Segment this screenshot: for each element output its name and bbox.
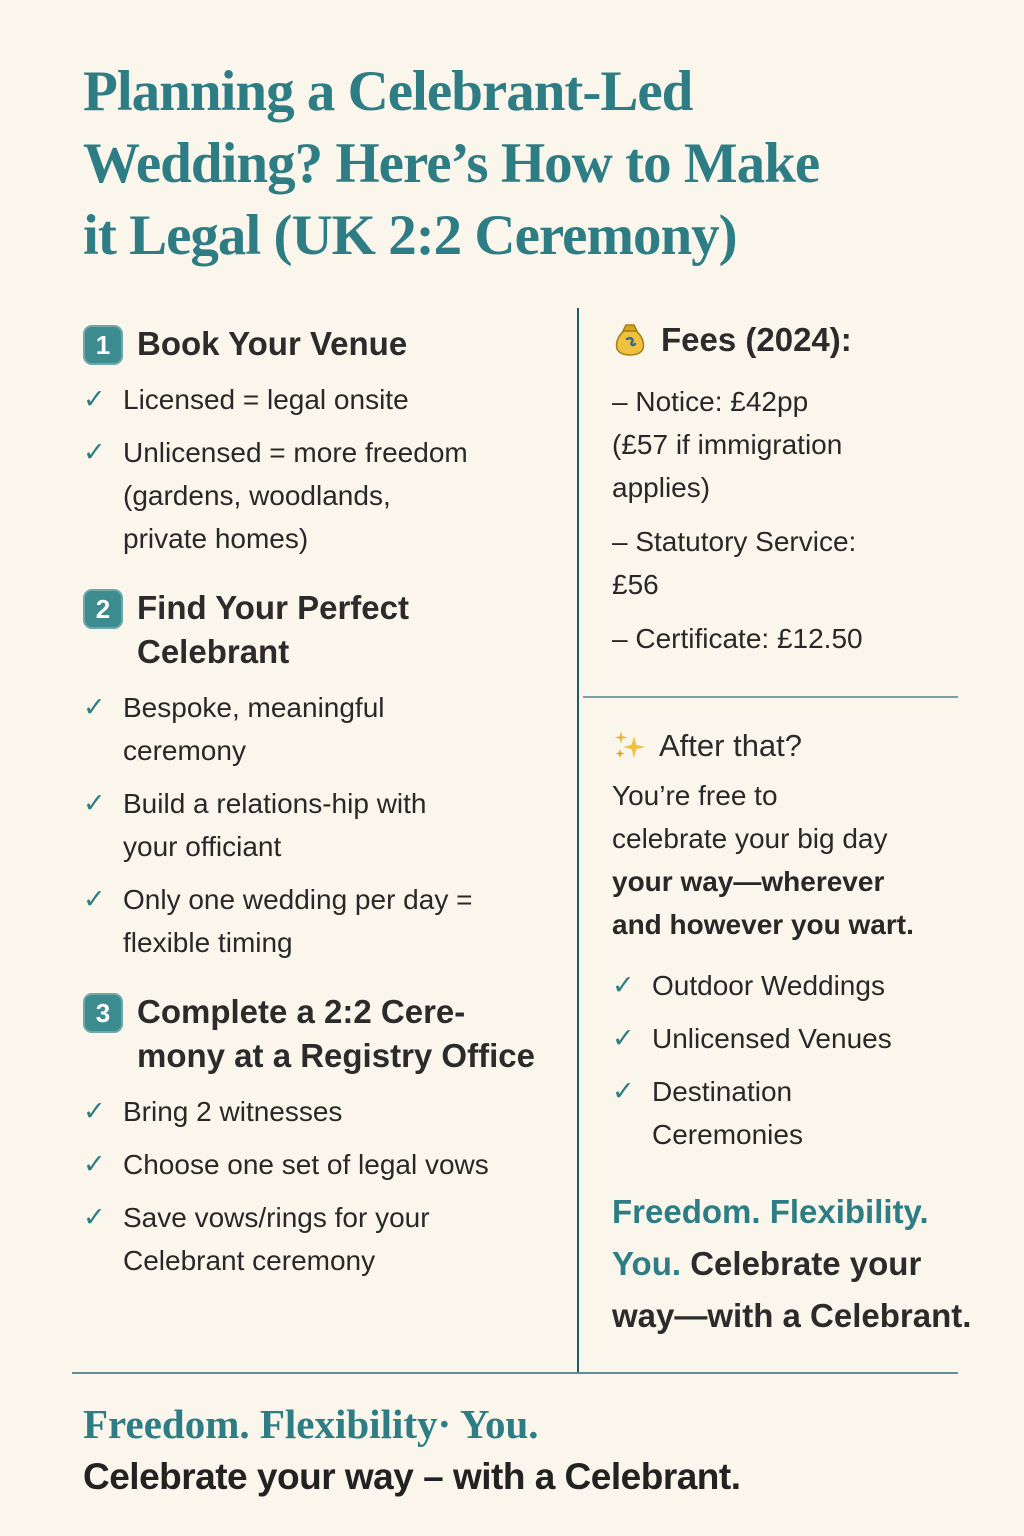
fee-item-line: – Certificate: £12.50 (612, 623, 863, 654)
page-title-line: it Legal (UK 2:2 Ceremony) (83, 204, 737, 267)
list-item-line: Bespoke, meaningful (123, 692, 385, 723)
check-icon: ✓ (83, 1096, 106, 1126)
list-item-text (123, 1143, 489, 1186)
section-heading (83, 586, 567, 674)
section-title (137, 586, 409, 674)
section-registry-ceremony (83, 990, 567, 1282)
list-item-line: Build a relations-hip with (123, 788, 427, 819)
list-item-text (652, 1017, 892, 1060)
section-title (137, 322, 407, 366)
list-item-text (123, 686, 385, 772)
fee-item-line: (£57 if immigration (612, 429, 843, 460)
check-icon: ✓ (83, 384, 106, 414)
paragraph-line-bold: and however you wart. (612, 909, 914, 940)
list-item (612, 1017, 984, 1060)
tagline-line (612, 1290, 984, 1342)
list-item-text (123, 378, 409, 421)
section-find-celebrant (83, 586, 567, 964)
list-item-line: Bring 2 witnesses (123, 1096, 343, 1127)
list-item-line: Unlicensed Venues (652, 1023, 892, 1054)
vertical-divider (577, 308, 579, 1372)
section-title-line: Complete a 2:2 Cere- (137, 993, 466, 1030)
list-item-text (123, 782, 427, 868)
list-item-line: Unlicensed = more freedom (123, 437, 468, 468)
paragraph-line: You’re free to (612, 780, 778, 811)
after-that-list (612, 964, 984, 1156)
list-item-line: Licensed = legal onsite (123, 384, 409, 415)
list-item-line: Save vows/rings for your (123, 1202, 430, 1233)
money-bag-icon (612, 322, 648, 358)
list-item-text (123, 431, 468, 560)
page-title-line: Planning a Celebrant-Led (83, 60, 693, 123)
list-item-line: Choose one set of legal vows (123, 1149, 489, 1180)
check-icon: ✓ (83, 788, 106, 818)
fee-item-line: £56 (612, 569, 659, 600)
footer-teal-tagline: Freedom. Flexibility· You. (83, 1401, 539, 1447)
list-item-text (652, 1070, 803, 1156)
page-title (83, 56, 978, 272)
tagline-dark-text: way—with a Celebrant. (612, 1297, 972, 1334)
after-that-heading (612, 726, 984, 766)
paragraph-line: celebrate your big day (612, 823, 888, 854)
tagline-teal-text: You. (612, 1245, 682, 1282)
list-item (83, 378, 567, 421)
fee-item-line: applies) (612, 472, 711, 503)
list-item (83, 1196, 567, 1282)
after-that-label: After that? (659, 728, 803, 763)
check-icon: ✓ (83, 437, 106, 467)
paragraph-line-bold: your way—wherever (612, 866, 885, 897)
section-heading (83, 990, 567, 1078)
list-item (612, 964, 984, 1007)
list-item-line: flexible timing (123, 927, 293, 958)
section-heading (83, 322, 567, 366)
tagline-teal-text: Freedom. Flexibility. (612, 1193, 929, 1230)
list-item-text (123, 878, 472, 964)
list-item-text (123, 1090, 342, 1133)
tagline-dark-text: Celebrate your (681, 1245, 922, 1282)
tagline-line (612, 1186, 984, 1238)
fee-item-line: – Statutory Service: (612, 526, 857, 557)
section-title-line: mony at a Registry Office (137, 1037, 535, 1074)
right-column (612, 318, 984, 1342)
section-divider (583, 696, 958, 698)
list-item (83, 431, 567, 560)
after-that-paragraph (612, 774, 984, 946)
step-number-badge: 3 (83, 993, 123, 1033)
list-item-line: Ceremonies (652, 1119, 803, 1150)
check-icon: ✓ (83, 884, 106, 914)
list-item-text (123, 1196, 430, 1282)
fees-heading (612, 318, 984, 362)
footer-divider (72, 1372, 958, 1374)
footer-dark-tagline: Celebrate your way – with a Celebrant. (83, 1456, 741, 1497)
list-item-line: your officiant (123, 831, 282, 862)
fee-item (612, 380, 984, 509)
list-item-line: private homes) (123, 523, 309, 554)
step-number-badge: 1 (83, 325, 123, 365)
check-icon: ✓ (83, 1202, 106, 1232)
check-icon: ✓ (83, 1149, 106, 1179)
step-number-badge: 2 (83, 589, 123, 629)
section-title-line: Book Your Venue (137, 325, 408, 362)
check-icon: ✓ (83, 692, 106, 722)
list-item-text (652, 964, 885, 1007)
fees-heading-label: Fees (2024): (661, 321, 852, 358)
list-item-line: Celebrant ceremony (123, 1245, 376, 1276)
left-column (83, 322, 567, 1308)
list-item (83, 686, 567, 772)
list-item-line: Destination (652, 1076, 793, 1107)
sparkles-icon (612, 729, 646, 763)
list-item-line: Only one wedding per day = (123, 884, 473, 915)
check-icon: ✓ (612, 1023, 635, 1053)
check-icon: ✓ (612, 970, 635, 1000)
list-item (83, 1090, 567, 1133)
fee-item-line: – Notice: £42pp (612, 386, 809, 417)
fee-item (612, 520, 984, 606)
list-item-line: (gardens, woodlands, (123, 480, 391, 511)
fee-item (612, 617, 984, 660)
section-book-your-venue (83, 322, 567, 560)
page-title-line: Wedding? Here’s How to Make (83, 132, 820, 195)
list-item (83, 878, 567, 964)
list-item-line: ceremony (123, 735, 246, 766)
list-item (612, 1070, 984, 1156)
list-item (83, 782, 567, 868)
right-tagline (612, 1186, 984, 1342)
list-item (83, 1143, 567, 1186)
section-title-line: Find Your Perfect (137, 589, 409, 626)
check-icon: ✓ (612, 1076, 635, 1106)
tagline-line (612, 1238, 984, 1290)
section-title (137, 990, 535, 1078)
section-title-line: Celebrant (137, 633, 290, 670)
list-item-line: Outdoor Weddings (652, 970, 885, 1001)
